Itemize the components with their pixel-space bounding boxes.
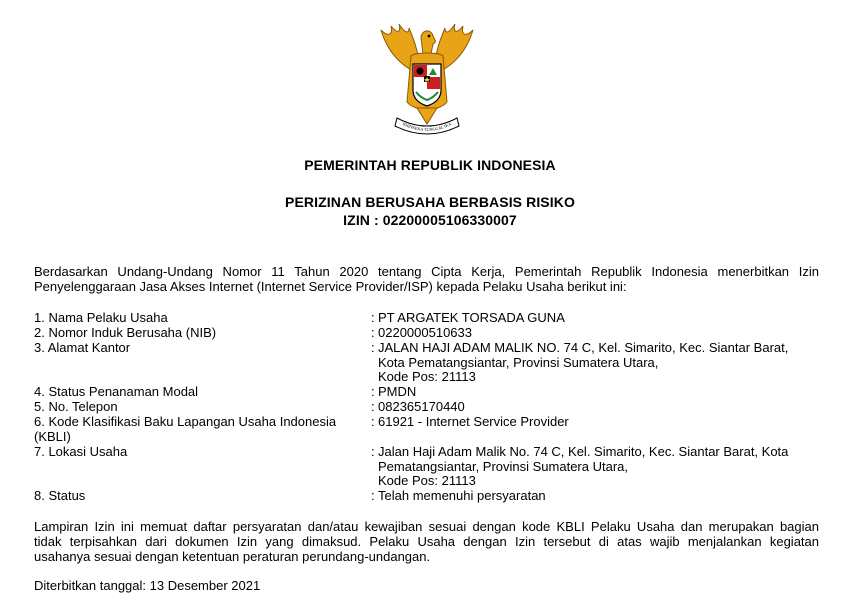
field-value: 61921 - Internet Service Provider: [378, 414, 569, 429]
issued-date: Diterbitkan tanggal: 13 Desember 2021: [34, 578, 261, 593]
closing-paragraph: [34, 519, 819, 564]
field-value: PT ARGATEK TORSADA GUNA: [378, 310, 565, 325]
field-label-line-2: (KBLI): [34, 428, 71, 444]
field-value: Telah memenuhi persyaratan: [378, 488, 546, 503]
garuda-tail: [417, 108, 437, 124]
motto-text: BHINNEKA TUNGGAL IKA: [401, 121, 453, 133]
closing-line-3: usahanya sesuai dengan ketentuan peraturan perundang-undangan.: [34, 549, 431, 564]
license-number: IZIN : 02200005106330007: [343, 212, 517, 228]
field-label: 7. Lokasi Usaha: [34, 444, 128, 459]
shield-icon: [413, 64, 441, 106]
closing-line-2: tidak terpisahkan dari dokumen Izin yang dimaksud. Pelaku Usaha dengan Izin tersebut di atas wajib menjalankan kegiatan: [34, 534, 819, 549]
field-value-line: Kode Pos: 21113: [378, 369, 476, 385]
field-value-line: Kota Pematangsiantar, Provinsi Sumatera Utara,: [378, 354, 659, 370]
field-label: 8. Status: [34, 488, 86, 503]
field-value-line: Kode Pos: 21113: [378, 473, 476, 489]
field-label: 2. Nomor Induk Berusaha (NIB): [34, 325, 217, 340]
field-value-line: Jalan Haji Adam Malik No. 74 C, Kel. Simarito, Kec. Siantar Barat, Kota: [378, 444, 789, 459]
field-label: 6. Kode Klasifikasi Baku Lapangan Usaha Indonesia: [34, 414, 337, 429]
field-value-line: Pematangsiantar, Provinsi Sumatera Utara,: [378, 458, 629, 474]
field-value: PMDN: [378, 384, 417, 399]
field-value-line: JALAN HAJI ADAM MALIK NO. 74 C, Kel. Simarito, Kec. Siantar Barat,: [378, 340, 789, 355]
intro-line-1: Berdasarkan Undang-Undang Nomor 11 Tahun 2020 tentang Cipta Kerja, Pemerintah Republik Indonesia menerbitkan Izin: [34, 264, 819, 279]
garuda-pancasila-emblem: [369, 20, 485, 138]
field-label: 3. Alamat Kantor: [34, 340, 131, 355]
document-title: PERIZINAN BERUSAHA BERBASIS RISIKO: [285, 194, 575, 210]
field-value: 0220000510633: [378, 325, 472, 340]
intro-paragraph: [34, 264, 819, 294]
intro-line-2: Penyelenggaraan Jasa Akses Internet (Internet Service Provider/ISP) kepada Pelaku Usaha berikut ini:: [34, 279, 627, 294]
field-value: 082365170440: [378, 399, 465, 414]
field-label: 5. No. Telepon: [34, 399, 118, 414]
garuda-head: [421, 31, 435, 54]
closing-line-1: Lampiran Izin ini memuat daftar persyaratan dan/atau kewajiban sesuai dengan kode KBLI Pelaku Usaha dan merupakan bagian: [34, 519, 819, 534]
field-label: 1. Nama Pelaku Usaha: [34, 310, 168, 325]
field-label: 4. Status Penanaman Modal: [34, 384, 199, 399]
government-title: PEMERINTAH REPUBLIK INDONESIA: [304, 157, 556, 173]
